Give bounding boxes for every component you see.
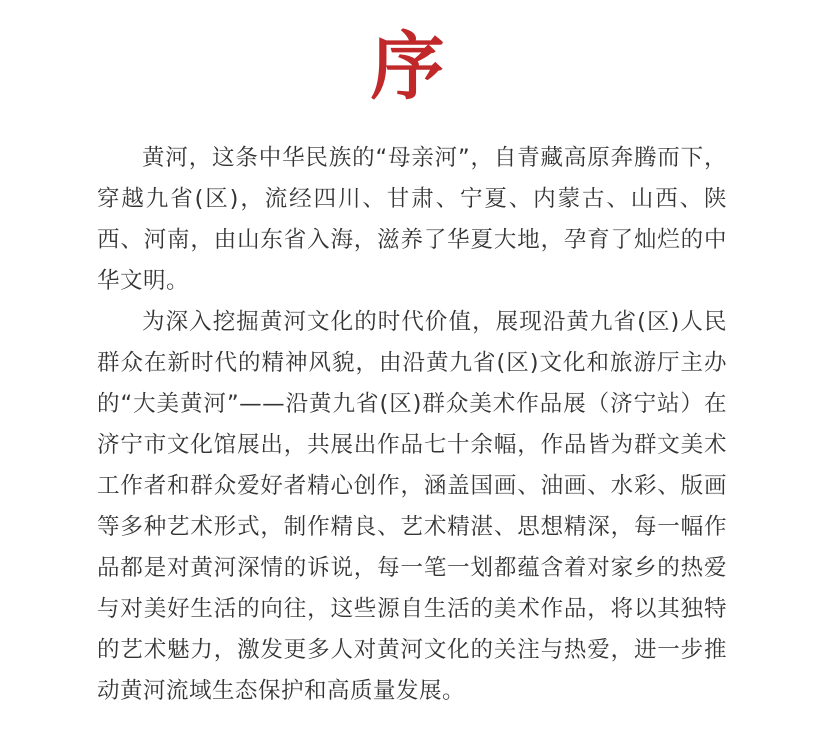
preface-body <box>97 138 727 712</box>
paragraph-intro: 黄河，这条中华民族的“母亲河”，自青藏高原奔腾而下，穿越九省(区)，流经四川、甘肃、宁夏、内蒙古、山西、陕西、河南，由山东省入海，滋养了华夏大地，孕育了灿烂的中华文明。 <box>97 145 727 294</box>
paragraph-exhibition: 为深入挖掘黄河文化的时代价值，展现沿黄九省(区)人民群众在新时代的精神风貌，由沿黄九省(区)文化和旅游厅主办的“大美黄河”——沿黄九省(区)群众美术作品展（济宁站）在济宁市文化馆展出，共展出作品七十余幅，作品皆为群文美术工作者和群众爱好者精心创作，涵盖国画、油画、水彩、版画等多种艺术形式，制作精良、艺术精湛、思想精深，每一幅作品都是对黄河深情的诉说，每一笔一划都蕴含着对家乡的热爱与对美好生活的向往，这些源自生活的美术作品，将以其独特的艺术魅力，激发更多人对黄河文化的关注与热爱，进一步推动黄河流域生态保护和高质量发展。 <box>97 309 727 704</box>
page-title: 序 <box>370 24 445 110</box>
